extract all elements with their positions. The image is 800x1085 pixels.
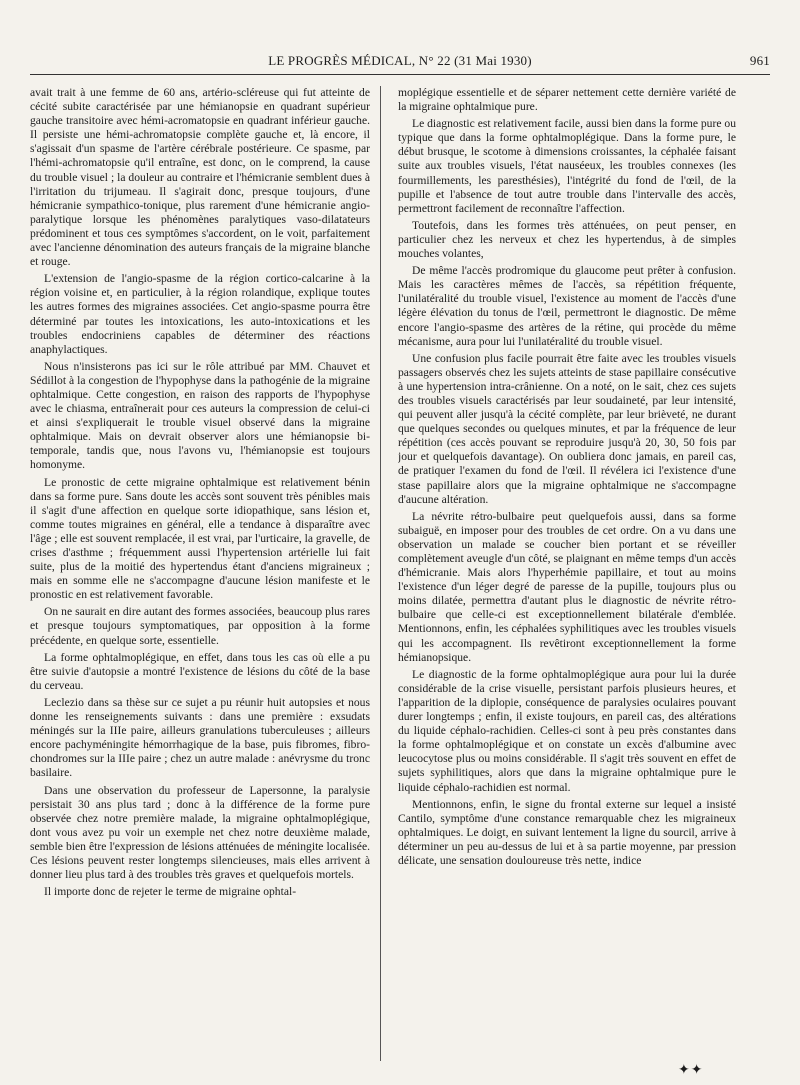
running-header <box>30 50 770 72</box>
paragraph: Le pronostic de cette migraine ophtalmique est relativement bénin dans sa forme pure. Sans doute les accès sont souvent très pénibles mais il s'agit d'une affection en quelque sorte idiopathique, sans lésion et, comme toutes migraines en général, elle a tendance à disparaître avec l'âge ; elle est souvent remplacée, il est vrai, par l'urticaire, la gravelle, de crises d'asthme ; fréquemment aussi l'hypertension artérielle lui fait suite, plus de la moitié des hypertendus étant d'anciens migraineux ; mais en somme elle ne s'accompagne d'aucune lésion manifeste et le pronostic en est relativement favorable. <box>30 475 370 602</box>
paragraph: L'extension de l'angio-spasme de la région cortico-calcarine à la région voisine et, en particulier, à la région rolandique, explique toutes les autres formes des migraines associées. Cet angio-spasme pourra être déterminé par toutes les intoxications, les auto-intoxications et les troubles endocriniens capables de déterminer des réactions anaphylactiques. <box>30 272 370 356</box>
left-column <box>30 86 370 1061</box>
right-column <box>398 86 736 1061</box>
paragraph: La forme ophtalmoplégique, en effet, dans tous les cas où elle a pu être suivie d'autopsie a montré l'existence de lésions du côté de la base du cerveau. <box>30 650 370 692</box>
paragraph: avait trait à une femme de 60 ans, artério-scléreuse qui fut atteinte de cécité subite caractérisée par une hémianopsie en quadrant supérieur gauche transitoire avec hémi-acromatopsie en quadrant inférieur gauche. Il persiste une hémi-achromatopsie complète gauche et, là encore, il s'agissait d'un spasme de l'artère cérébrale postérieure. Ce spasme, par l'hémi-achromatopsie qu'il entraîne, est donc, on le comprend, la cause du trouble visuel ; la douleur au contraire et l'hémicranie semblent dues à l'irritation du trijumeau. Il s'agirait donc, presque toujours, d'une hémicranie sympathico-tonique, plus rarement d'une hémicranie angio-paralytique lorsque les phénomènes paralytiques vaso-dilatateurs prédominent et tous ces symptômes s'accordent, on le voit, parfaitement avec l'ancienne dénomination des auteurs français de la migraine blanche et rouge. <box>30 86 370 269</box>
paragraph: Toutefois, dans les formes très atténuées, on peut penser, en particulier chez les nerveux et chez les hypertendus, à de simples mouches volantes, <box>398 218 736 261</box>
ornament-icon: ✦✦ <box>678 1062 704 1078</box>
paragraph: De même l'accès prodromique du glaucome peut prêter à confusion. Mais les caractères mêmes de l'accès, sa répétition fréquente, l'unilatéralité du trouble visuel, l'existence au moment de l'accès d'une légère élévation du tonus de l'œil, permettront le diagnostic. De même encore l'angio-spasme des artères de la rétine, qui procède du même mécanisme, aura pour lui l'unilatéralité du trouble visuel. <box>398 264 736 348</box>
paragraph: moplégique essentielle et de séparer nettement cette dernière variété de la migraine ophtalmique pure. <box>398 86 736 114</box>
paragraph: La névrite rétro-bulbaire peut quelquefois aussi, dans sa forme subaiguë, en imposer pour des troubles de cet ordre. On a vu dans une observation un malade se coucher bien portant et se réveiller complètement aveugle d'un côté, se plaignant en même temps d'un accès d'hémicranie. Mais alors l'hyperhémie papillaire, et tout au moins l'existence d'un léger degré de paresse de la pupille, toujours plus ou moins dilatée, permettra d'autant plus le diagnostic de névrite rétro-bulbaire que celle-ci est exceptionnellement bilatérale d'emblée. Mentionnons, enfin, les céphalées syphilitiques avec les troubles visuels qui les accompagnent. Ils revêtiront exceptionnellement la forme hémianopsique. <box>398 509 736 664</box>
column-divider <box>380 86 381 1061</box>
paragraph: On ne saurait en dire autant des formes associées, beaucoup plus rares et presque toujours symptomatiques, par opposition à la forme précédente, en quelque sorte, essentielle. <box>30 605 370 647</box>
paragraph: Le diagnostic de la forme ophtalmoplégique aura pour lui la durée considérable de la crise visuelle, persistant parfois plusieurs heures, et l'apparition de la diplopie, conséquence de paralysies oculaires pouvant durer longtemps ; enfin, il existe toujours, en pareil cas, des altérations du liquide céphalo-rachidien. Celles-ci sont à peu près constantes dans la forme ophtalmoplégique et on constate un excès d'albumine avec leucocytose plus ou moins considérable. Il s'agit très souvent en effet de sujets syphilitiques, alors que dans la migraine ophtalmique pure le liquide céphalo-rachidien est normal. <box>398 667 736 794</box>
paragraph: Nous n'insisterons pas ici sur le rôle attribué par MM. Chauvet et Sédillot à la congestion de l'hypophyse dans la pathogénie de la migraine ophtalmique. Cette congestion, en raison des rapports de l'hypophyse avec le chiasma, entraînerait pour ces auteurs la compression de celui-ci et ainsi s'expliquerait le trouble visuel observé dans la migraine ophtalmique. Mais on devrait observer alors une hémianopsie bi-temporale, tandis que, nous l'avons vu, l'hémianopsie est toujours homonyme. <box>30 359 370 472</box>
header-rule <box>30 74 770 75</box>
paragraph: Il importe donc de rejeter le terme de migraine ophtal- <box>44 885 297 899</box>
paragraph: Dans une observation du professeur de Lapersonne, la paralysie persistait 30 ans plus tard ; donc à la différence de la forme pure observée chez notre première malade, la migraine ophtalmoplégique, dont vous avez pu voir un exemple net chez notre deuxième malade, semble bien être l'expression de lésions atténuées de méningite localisée. Ces lésions peuvent rester longtemps silencieuses, mais elles arrivent à donner lieu plus tard à des troubles très graves et quelquefois mortels. <box>30 783 370 882</box>
paragraph: Le diagnostic est relativement facile, aussi bien dans la forme pure ou typique que dans la forme ophtalmoplégique. Dans la forme pure, le début brusque, le scotome à dimensions croissantes, la céphalée faisant suite aux troubles visuels, l'état nauséeux, les troubles connexes (les fourmillements, les paresthésies), l'intégrité du fond de l'œil, de la pupille et l'absence de tout autre trouble dans l'intervalle des accès, permettront facilement de reconnaître l'affection. <box>398 117 736 215</box>
journal-title: LE PROGRÈS MÉDICAL, N° 22 (31 Mai 1930) <box>268 53 532 68</box>
paragraph: Mentionnons, enfin, le signe du frontal externe sur lequel a insisté Cantilo, symptôme d'une constance remarquable chez les migraineux ophtalmiques. Le doigt, en suivant lentement la ligne du sourcil, arrive à déterminer un peu au-dessus de lui et à sa partie moyenne, par pression délicate, une sensation douloureuse très nette, indice <box>398 797 736 867</box>
paragraph: Leclezio dans sa thèse sur ce sujet a pu réunir huit autopsies et nous donne les renseignements suivants : dans une première : exsudats méningés sur la IIIe paire, ailleurs granulations tuberculeuses ; ailleurs encore pachyméningite hémorrhagique de la base, puis fibromes, fibro-chondromes sur la IIIe paire ; chez un autre malade : anévrysme du tronc basilaire. <box>30 695 370 780</box>
page-number: 961 <box>749 53 770 68</box>
paragraph: Une confusion plus facile pourrait être faite avec les troubles visuels passagers observés chez les sujets atteints de stase papillaire consécutive à une hypertension intra-crânienne. On a noté, on le sait, chez ces sujets des troubles visuels caractérisés par leur soudaineté, par leur intensité, qui peuvent aller jusqu'à la cécité complète, par leur brièveté, ne durant que quelques secondes ou quelques minutes, et par la fréquence de leur répétition (ces accès pouvant se reproduire jusqu'à 20, 30, 50 fois par jour et quelquefois davantage). On oubliera donc jamais, en pareil cas, de pratiquer l'examen du fond de l'œil. Il révélera ici l'existence d'une stase papillaire alors que la migraine ophtalmique ne s'accompagne d'aucune altération. <box>398 351 736 506</box>
